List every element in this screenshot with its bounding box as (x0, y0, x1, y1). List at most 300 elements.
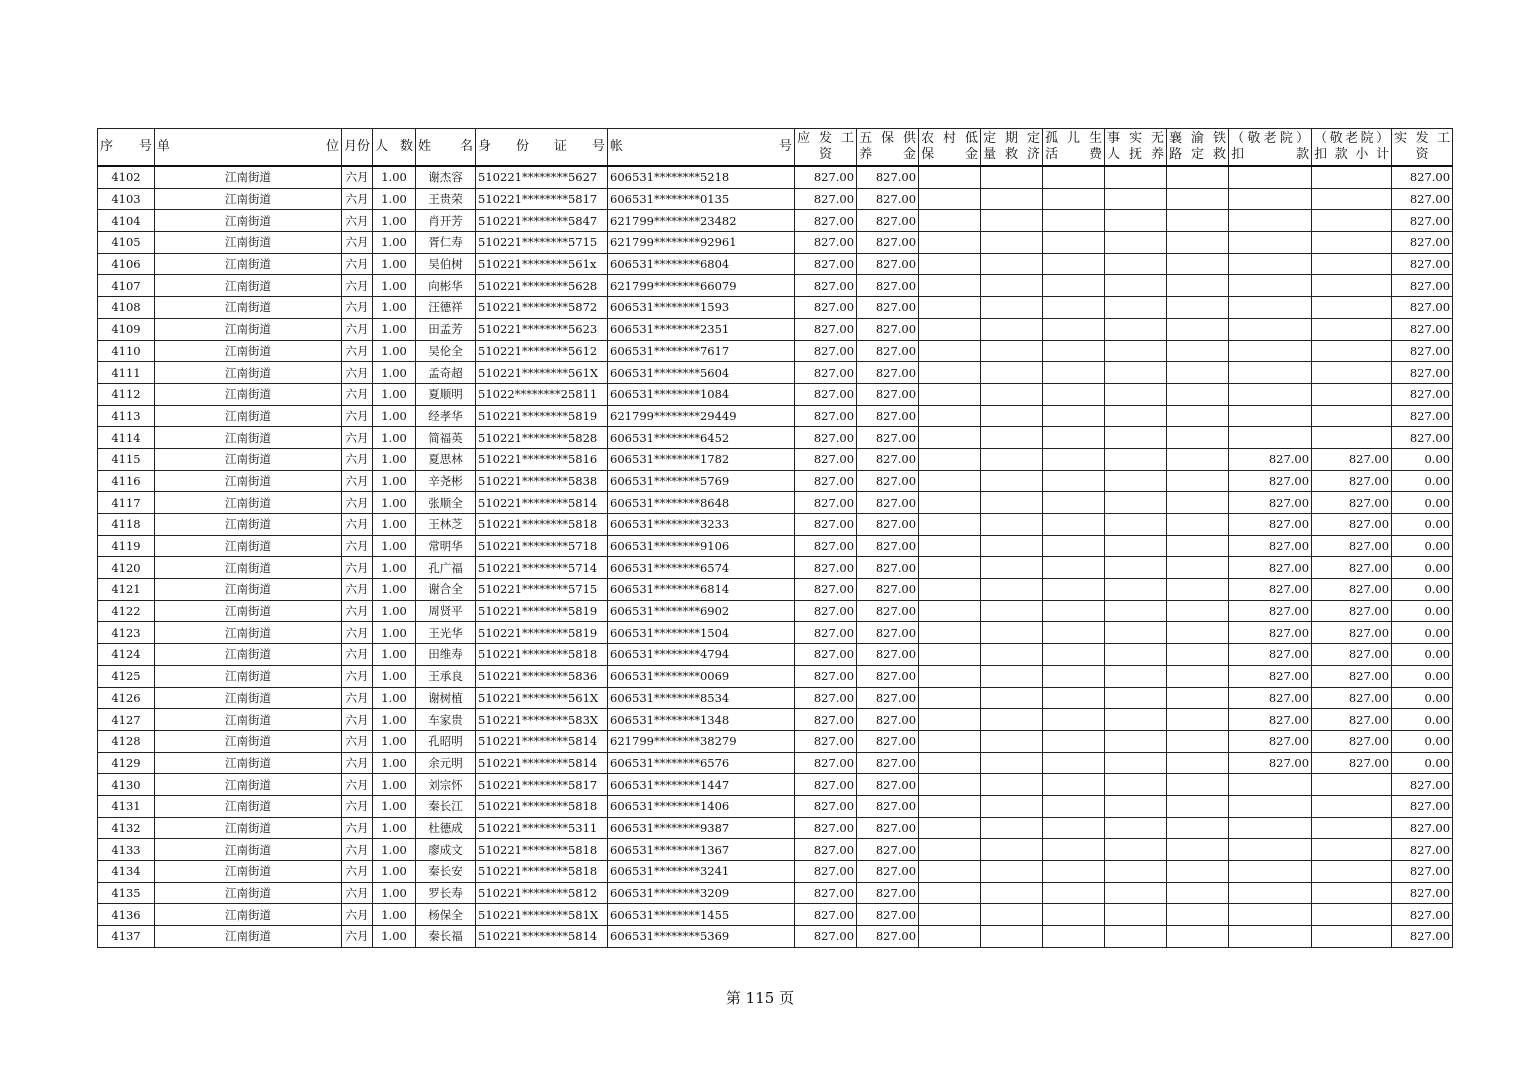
cell-headcount: 1.00 (373, 600, 416, 622)
cell-headcount: 1.00 (373, 383, 416, 405)
cell-xiangyu-railway-relief (1167, 774, 1229, 796)
cell-name: 谢合全 (416, 579, 476, 601)
cell-unit: 江南街道 (155, 318, 342, 340)
table-row (98, 752, 1453, 774)
cell-de-facto-orphan-support (1105, 470, 1167, 492)
cell-xiangyu-railway-relief (1167, 644, 1229, 666)
cell-net-pay: 827.00 (1392, 427, 1453, 449)
table-row (98, 427, 1453, 449)
cell-five-guarantee-support: 827.00 (857, 383, 919, 405)
cell-de-facto-orphan-support (1105, 297, 1167, 319)
cell-fixed-relief (981, 340, 1043, 362)
header-line: 人 抚 养 (1107, 147, 1165, 162)
cell-orphan-living (1043, 904, 1105, 926)
cell-net-pay: 827.00 (1392, 275, 1453, 297)
cell-serial-no: 4136 (98, 904, 155, 926)
cell-unit: 江南街道 (155, 730, 342, 752)
cell-nursing-home-deduction-subtotal: 827.00 (1312, 492, 1392, 514)
cell-unit: 江南街道 (155, 795, 342, 817)
cell-name: 谢树植 (416, 687, 476, 709)
table-body (98, 166, 1453, 947)
header-net-pay (1392, 129, 1453, 167)
cell-fixed-relief (981, 926, 1043, 948)
cell-month: 六月 (342, 535, 373, 557)
cell-gross-pay: 827.00 (795, 275, 857, 297)
cell-headcount: 1.00 (373, 514, 416, 536)
cell-account-number: 606531********1455 (608, 904, 795, 926)
cell-nursing-home-deduction-subtotal: 827.00 (1312, 557, 1392, 579)
cell-orphan-living (1043, 817, 1105, 839)
cell-headcount: 1.00 (373, 774, 416, 796)
cell-id-number: 510221********561X (476, 687, 608, 709)
cell-nursing-home-deduction: 827.00 (1229, 709, 1312, 731)
cell-serial-no: 4115 (98, 448, 155, 470)
cell-id-number: 510221********5715 (476, 579, 608, 601)
header-line: 应 发 工 (797, 131, 855, 146)
cell-nursing-home-deduction (1229, 861, 1312, 883)
cell-rural-dibao (919, 340, 981, 362)
cell-gross-pay: 827.00 (795, 492, 857, 514)
table-row (98, 579, 1453, 601)
cell-month: 六月 (342, 795, 373, 817)
cell-gross-pay: 827.00 (795, 535, 857, 557)
cell-orphan-living (1043, 514, 1105, 536)
cell-id-number: 510221********5814 (476, 730, 608, 752)
cell-nursing-home-deduction-subtotal (1312, 188, 1392, 210)
cell-account-number: 606531********6814 (608, 579, 795, 601)
cell-serial-no: 4107 (98, 275, 155, 297)
header-line: 资 (1415, 147, 1429, 162)
cell-rural-dibao (919, 882, 981, 904)
cell-nursing-home-deduction: 827.00 (1229, 470, 1312, 492)
cell-serial-no: 4106 (98, 253, 155, 275)
cell-net-pay: 0.00 (1392, 514, 1453, 536)
cell-five-guarantee-support: 827.00 (857, 232, 919, 254)
cell-serial-no: 4123 (98, 622, 155, 644)
cell-nursing-home-deduction-subtotal (1312, 904, 1392, 926)
table-row (98, 448, 1453, 470)
cell-unit: 江南街道 (155, 774, 342, 796)
cell-gross-pay: 827.00 (795, 318, 857, 340)
cell-xiangyu-railway-relief (1167, 665, 1229, 687)
cell-five-guarantee-support: 827.00 (857, 427, 919, 449)
cell-id-number: 51022********25811 (476, 383, 608, 405)
table-row (98, 557, 1453, 579)
cell-orphan-living (1043, 861, 1105, 883)
cell-id-number: 510221********5817 (476, 188, 608, 210)
cell-xiangyu-railway-relief (1167, 817, 1229, 839)
cell-de-facto-orphan-support (1105, 492, 1167, 514)
cell-headcount: 1.00 (373, 730, 416, 752)
cell-fixed-relief (981, 535, 1043, 557)
cell-net-pay: 827.00 (1392, 882, 1453, 904)
cell-unit: 江南街道 (155, 687, 342, 709)
cell-nursing-home-deduction-subtotal (1312, 405, 1392, 427)
table-row (98, 470, 1453, 492)
cell-five-guarantee-support: 827.00 (857, 318, 919, 340)
cell-de-facto-orphan-support (1105, 166, 1167, 188)
cell-orphan-living (1043, 210, 1105, 232)
cell-gross-pay: 827.00 (795, 861, 857, 883)
cell-serial-no: 4103 (98, 188, 155, 210)
cell-id-number: 510221********5836 (476, 665, 608, 687)
cell-rural-dibao (919, 514, 981, 536)
cell-fixed-relief (981, 861, 1043, 883)
cell-id-number: 510221********5627 (476, 166, 608, 188)
cell-orphan-living (1043, 752, 1105, 774)
cell-serial-no: 4119 (98, 535, 155, 557)
cell-net-pay: 0.00 (1392, 492, 1453, 514)
cell-fixed-relief (981, 904, 1043, 926)
cell-rural-dibao (919, 709, 981, 731)
table-row (98, 665, 1453, 687)
cell-orphan-living (1043, 926, 1105, 948)
cell-unit: 江南街道 (155, 166, 342, 188)
cell-de-facto-orphan-support (1105, 882, 1167, 904)
cell-unit: 江南街道 (155, 839, 342, 861)
header-line: 人 数 (375, 139, 414, 154)
cell-unit: 江南街道 (155, 340, 342, 362)
cell-account-number: 606531********6574 (608, 557, 795, 579)
cell-orphan-living (1043, 557, 1105, 579)
cell-orphan-living (1043, 622, 1105, 644)
cell-unit: 江南街道 (155, 926, 342, 948)
cell-rural-dibao (919, 232, 981, 254)
cell-id-number: 510221********561X (476, 362, 608, 384)
cell-orphan-living (1043, 730, 1105, 752)
cell-id-number: 510221********5872 (476, 297, 608, 319)
cell-five-guarantee-support: 827.00 (857, 795, 919, 817)
cell-nursing-home-deduction-subtotal: 827.00 (1312, 470, 1392, 492)
header-line: 襄 渝 铁 (1169, 131, 1227, 146)
cell-fixed-relief (981, 383, 1043, 405)
cell-name: 汪德祥 (416, 297, 476, 319)
header-line: 帐 号 (610, 139, 793, 154)
cell-month: 六月 (342, 600, 373, 622)
cell-month: 六月 (342, 470, 373, 492)
cell-headcount: 1.00 (373, 427, 416, 449)
cell-month: 六月 (342, 904, 373, 926)
cell-unit: 江南街道 (155, 297, 342, 319)
cell-xiangyu-railway-relief (1167, 752, 1229, 774)
cell-net-pay: 0.00 (1392, 448, 1453, 470)
cell-headcount: 1.00 (373, 318, 416, 340)
cell-nursing-home-deduction (1229, 188, 1312, 210)
cell-net-pay: 827.00 (1392, 861, 1453, 883)
cell-fixed-relief (981, 188, 1043, 210)
cell-month: 六月 (342, 730, 373, 752)
cell-de-facto-orphan-support (1105, 774, 1167, 796)
cell-nursing-home-deduction-subtotal (1312, 362, 1392, 384)
cell-de-facto-orphan-support (1105, 557, 1167, 579)
cell-nursing-home-deduction: 827.00 (1229, 752, 1312, 774)
cell-fixed-relief (981, 297, 1043, 319)
cell-orphan-living (1043, 665, 1105, 687)
header-line: 农 村 低 (921, 131, 979, 146)
cell-serial-no: 4113 (98, 405, 155, 427)
cell-fixed-relief (981, 817, 1043, 839)
cell-gross-pay: 827.00 (795, 188, 857, 210)
cell-headcount: 1.00 (373, 492, 416, 514)
cell-headcount: 1.00 (373, 839, 416, 861)
cell-nursing-home-deduction-subtotal: 827.00 (1312, 644, 1392, 666)
cell-gross-pay: 827.00 (795, 665, 857, 687)
cell-unit: 江南街道 (155, 535, 342, 557)
cell-id-number: 510221********5819 (476, 622, 608, 644)
cell-orphan-living (1043, 774, 1105, 796)
cell-headcount: 1.00 (373, 448, 416, 470)
cell-rural-dibao (919, 253, 981, 275)
header-line: （敬老院） (1314, 131, 1390, 146)
cell-account-number: 606531********5218 (608, 166, 795, 188)
cell-month: 六月 (342, 275, 373, 297)
cell-rural-dibao (919, 665, 981, 687)
cell-serial-no: 4120 (98, 557, 155, 579)
cell-nursing-home-deduction-subtotal (1312, 427, 1392, 449)
cell-month: 六月 (342, 514, 373, 536)
cell-headcount: 1.00 (373, 622, 416, 644)
table-row (98, 817, 1453, 839)
cell-net-pay: 827.00 (1392, 318, 1453, 340)
cell-serial-no: 4105 (98, 232, 155, 254)
cell-id-number: 510221********581X (476, 904, 608, 926)
cell-rural-dibao (919, 817, 981, 839)
cell-month: 六月 (342, 297, 373, 319)
header-nursing-home-deduction (1229, 129, 1312, 167)
header-line: 扣 款 小 计 (1314, 147, 1390, 162)
cell-serial-no: 4111 (98, 362, 155, 384)
cell-nursing-home-deduction: 827.00 (1229, 514, 1312, 536)
cell-unit: 江南街道 (155, 557, 342, 579)
cell-nursing-home-deduction-subtotal (1312, 275, 1392, 297)
cell-orphan-living (1043, 405, 1105, 427)
cell-de-facto-orphan-support (1105, 362, 1167, 384)
cell-nursing-home-deduction-subtotal (1312, 774, 1392, 796)
cell-xiangyu-railway-relief (1167, 795, 1229, 817)
cell-unit: 江南街道 (155, 188, 342, 210)
cell-account-number: 606531********1593 (608, 297, 795, 319)
cell-name: 吴伦全 (416, 340, 476, 362)
cell-five-guarantee-support: 827.00 (857, 492, 919, 514)
cell-headcount: 1.00 (373, 188, 416, 210)
header-gross-pay (795, 129, 857, 167)
cell-unit: 江南街道 (155, 427, 342, 449)
cell-account-number: 606531********1504 (608, 622, 795, 644)
cell-gross-pay: 827.00 (795, 557, 857, 579)
cell-five-guarantee-support: 827.00 (857, 926, 919, 948)
table-row (98, 839, 1453, 861)
cell-five-guarantee-support: 827.00 (857, 774, 919, 796)
table-row (98, 600, 1453, 622)
cell-month: 六月 (342, 644, 373, 666)
cell-headcount: 1.00 (373, 795, 416, 817)
cell-de-facto-orphan-support (1105, 730, 1167, 752)
cell-headcount: 1.00 (373, 687, 416, 709)
cell-unit: 江南街道 (155, 514, 342, 536)
cell-de-facto-orphan-support (1105, 709, 1167, 731)
cell-orphan-living (1043, 232, 1105, 254)
cell-headcount: 1.00 (373, 297, 416, 319)
cell-unit: 江南街道 (155, 579, 342, 601)
cell-headcount: 1.00 (373, 535, 416, 557)
cell-de-facto-orphan-support (1105, 795, 1167, 817)
cell-nursing-home-deduction (1229, 297, 1312, 319)
cell-fixed-relief (981, 166, 1043, 188)
cell-gross-pay: 827.00 (795, 579, 857, 601)
cell-nursing-home-deduction-subtotal (1312, 383, 1392, 405)
cell-rural-dibao (919, 470, 981, 492)
cell-nursing-home-deduction-subtotal (1312, 795, 1392, 817)
cell-rural-dibao (919, 557, 981, 579)
cell-orphan-living (1043, 318, 1105, 340)
cell-net-pay: 827.00 (1392, 405, 1453, 427)
header-line: 单 位 (157, 139, 340, 154)
table-row (98, 709, 1453, 731)
cell-de-facto-orphan-support (1105, 275, 1167, 297)
cell-five-guarantee-support: 827.00 (857, 665, 919, 687)
cell-serial-no: 4108 (98, 297, 155, 319)
cell-unit: 江南街道 (155, 600, 342, 622)
cell-fixed-relief (981, 709, 1043, 731)
cell-gross-pay: 827.00 (795, 362, 857, 384)
cell-headcount: 1.00 (373, 275, 416, 297)
cell-account-number: 606531********1348 (608, 709, 795, 731)
cell-month: 六月 (342, 188, 373, 210)
cell-month: 六月 (342, 579, 373, 601)
cell-five-guarantee-support: 827.00 (857, 622, 919, 644)
cell-unit: 江南街道 (155, 904, 342, 926)
cell-account-number: 606531********1782 (608, 448, 795, 470)
cell-nursing-home-deduction: 827.00 (1229, 448, 1312, 470)
cell-xiangyu-railway-relief (1167, 427, 1229, 449)
cell-orphan-living (1043, 253, 1105, 275)
cell-rural-dibao (919, 644, 981, 666)
cell-id-number: 510221********5814 (476, 926, 608, 948)
cell-orphan-living (1043, 535, 1105, 557)
cell-gross-pay: 827.00 (795, 687, 857, 709)
cell-fixed-relief (981, 253, 1043, 275)
cell-five-guarantee-support: 827.00 (857, 600, 919, 622)
cell-account-number: 621799********92961 (608, 232, 795, 254)
cell-net-pay: 827.00 (1392, 926, 1453, 948)
cell-headcount: 1.00 (373, 644, 416, 666)
cell-nursing-home-deduction: 827.00 (1229, 600, 1312, 622)
cell-net-pay: 827.00 (1392, 232, 1453, 254)
cell-gross-pay: 827.00 (795, 839, 857, 861)
cell-fixed-relief (981, 492, 1043, 514)
cell-name: 常明华 (416, 535, 476, 557)
header-fixed-relief (981, 129, 1043, 167)
cell-de-facto-orphan-support (1105, 318, 1167, 340)
cell-serial-no: 4128 (98, 730, 155, 752)
table-row (98, 492, 1453, 514)
cell-net-pay: 0.00 (1392, 644, 1453, 666)
cell-id-number: 510221********5812 (476, 882, 608, 904)
table-row (98, 535, 1453, 557)
cell-headcount: 1.00 (373, 709, 416, 731)
cell-gross-pay: 827.00 (795, 926, 857, 948)
table-row (98, 232, 1453, 254)
header-row (98, 129, 1453, 167)
payroll-table (97, 128, 1453, 948)
cell-nursing-home-deduction-subtotal (1312, 318, 1392, 340)
cell-gross-pay: 827.00 (795, 470, 857, 492)
cell-nursing-home-deduction-subtotal: 827.00 (1312, 730, 1392, 752)
cell-net-pay: 827.00 (1392, 166, 1453, 188)
header-unit (155, 129, 342, 167)
cell-nursing-home-deduction (1229, 166, 1312, 188)
header-line: 保 金 (921, 147, 979, 162)
cell-fixed-relief (981, 600, 1043, 622)
header-line: 活 费 (1045, 147, 1103, 162)
cell-xiangyu-railway-relief (1167, 166, 1229, 188)
cell-headcount: 1.00 (373, 926, 416, 948)
cell-net-pay: 0.00 (1392, 622, 1453, 644)
cell-rural-dibao (919, 448, 981, 470)
cell-nursing-home-deduction (1229, 926, 1312, 948)
cell-headcount: 1.00 (373, 232, 416, 254)
cell-account-number: 621799********38279 (608, 730, 795, 752)
cell-fixed-relief (981, 514, 1043, 536)
cell-net-pay: 0.00 (1392, 600, 1453, 622)
cell-month: 六月 (342, 448, 373, 470)
cell-month: 六月 (342, 882, 373, 904)
cell-serial-no: 4110 (98, 340, 155, 362)
cell-xiangyu-railway-relief (1167, 448, 1229, 470)
cell-unit: 江南街道 (155, 383, 342, 405)
cell-unit: 江南街道 (155, 492, 342, 514)
cell-rural-dibao (919, 752, 981, 774)
cell-xiangyu-railway-relief (1167, 492, 1229, 514)
cell-five-guarantee-support: 827.00 (857, 188, 919, 210)
cell-rural-dibao (919, 362, 981, 384)
cell-fixed-relief (981, 232, 1043, 254)
page-number: 第 115 页 (725, 989, 795, 1007)
cell-orphan-living (1043, 362, 1105, 384)
cell-nursing-home-deduction-subtotal (1312, 232, 1392, 254)
cell-xiangyu-railway-relief (1167, 579, 1229, 601)
cell-month: 六月 (342, 926, 373, 948)
cell-rural-dibao (919, 795, 981, 817)
cell-nursing-home-deduction (1229, 253, 1312, 275)
cell-orphan-living (1043, 297, 1105, 319)
cell-account-number: 606531********8534 (608, 687, 795, 709)
cell-name: 刘宗怀 (416, 774, 476, 796)
cell-gross-pay: 827.00 (795, 882, 857, 904)
cell-id-number: 510221********5714 (476, 557, 608, 579)
cell-name: 王承良 (416, 665, 476, 687)
cell-month: 六月 (342, 253, 373, 275)
cell-orphan-living (1043, 166, 1105, 188)
cell-nursing-home-deduction (1229, 362, 1312, 384)
cell-five-guarantee-support: 827.00 (857, 687, 919, 709)
cell-fixed-relief (981, 318, 1043, 340)
header-line: 定 期 定 (983, 131, 1041, 146)
cell-fixed-relief (981, 362, 1043, 384)
cell-gross-pay: 827.00 (795, 622, 857, 644)
cell-fixed-relief (981, 644, 1043, 666)
cell-id-number: 510221********5819 (476, 600, 608, 622)
cell-de-facto-orphan-support (1105, 687, 1167, 709)
cell-xiangyu-railway-relief (1167, 600, 1229, 622)
cell-gross-pay: 827.00 (795, 600, 857, 622)
cell-serial-no: 4125 (98, 665, 155, 687)
cell-headcount: 1.00 (373, 579, 416, 601)
cell-de-facto-orphan-support (1105, 817, 1167, 839)
cell-unit: 江南街道 (155, 253, 342, 275)
cell-rural-dibao (919, 275, 981, 297)
cell-name: 周贤平 (416, 600, 476, 622)
